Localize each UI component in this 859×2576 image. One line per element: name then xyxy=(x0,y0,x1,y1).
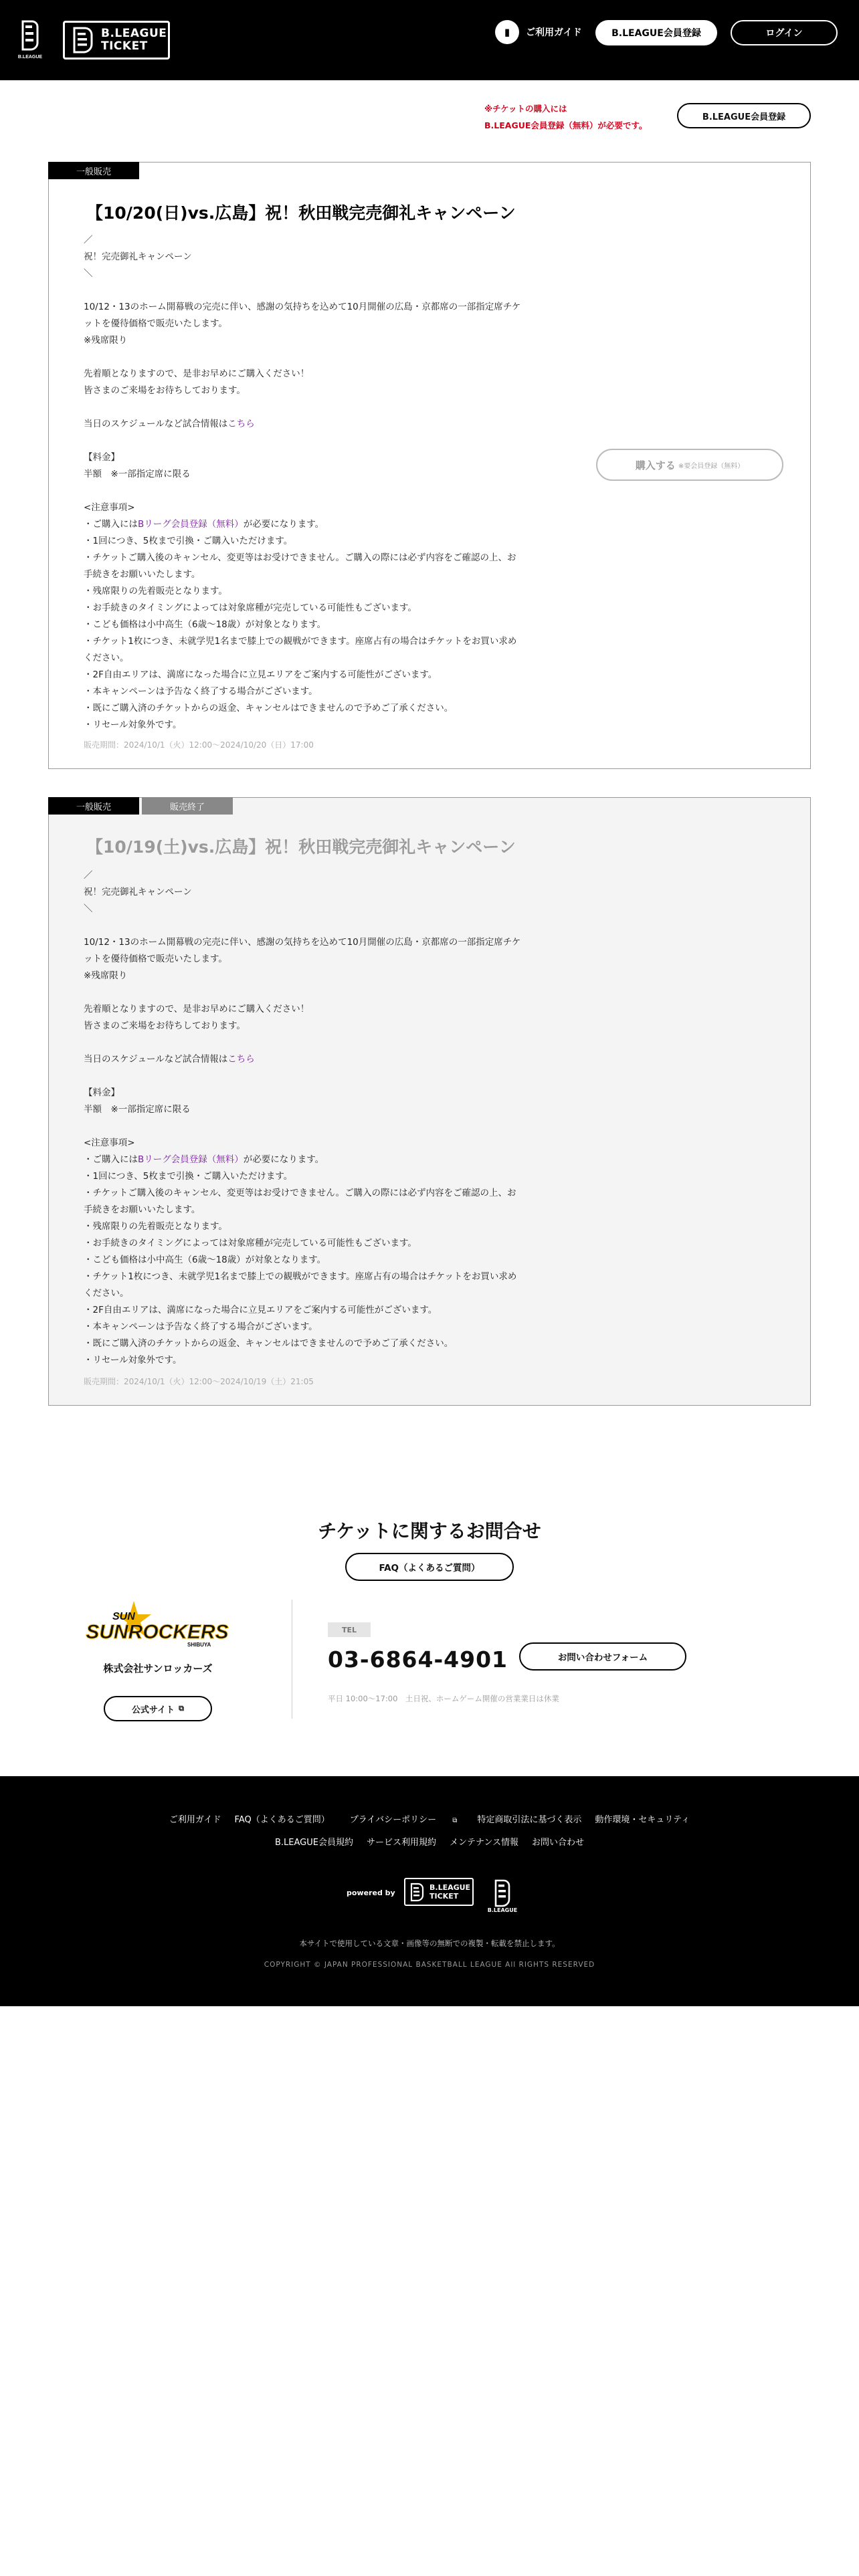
description-text: 10/12・13のホーム開幕戦の完売に伴い、感謝の気持ちを込めて10月開催の広島・京都席の一部指定席チケ xyxy=(84,937,521,948)
ticket-logo-line1: B.LEAGUE xyxy=(101,27,167,40)
description-line xyxy=(84,1302,592,1319)
guide-icon: ▮ xyxy=(495,20,519,44)
description-text: <注意事項> xyxy=(84,502,135,513)
blank-line xyxy=(84,399,592,416)
schedule-link[interactable]: こちら xyxy=(227,1054,255,1065)
external-link-icon: ⧉ xyxy=(179,1704,184,1713)
description-text: ・ご購入には xyxy=(84,519,138,530)
blank-line xyxy=(84,1035,592,1051)
login-button[interactable]: ログイン xyxy=(731,20,838,45)
description-line xyxy=(84,1202,592,1218)
description-text: ・リセール対象外です。 xyxy=(84,1355,182,1366)
description-text: ・残席限りの先着販売となります。 xyxy=(84,1221,227,1232)
description-line xyxy=(84,901,592,918)
register-button[interactable]: B.LEAGUE会員登録 xyxy=(595,20,717,45)
description-line xyxy=(84,667,592,683)
description-line xyxy=(84,1051,592,1068)
site-footer xyxy=(0,1776,859,2006)
external-link-icon: ⧉ xyxy=(452,1817,458,1824)
campaign-description xyxy=(84,867,592,1369)
description-text: ・2F自由エリアは、満席になった場合に立見エリアをご案内する可能性がございます。 xyxy=(84,1305,438,1315)
team-logo-sub: SHIBUYA xyxy=(187,1642,211,1648)
description-line xyxy=(84,650,592,667)
description-line xyxy=(84,617,592,633)
official-site-button[interactable] xyxy=(104,1696,212,1721)
description-text: ・1回につき、5枚まで引換・ご購入いただけます。 xyxy=(84,1171,293,1182)
description-line xyxy=(84,449,592,466)
description-line xyxy=(84,1001,592,1018)
copyright-notice: 本サイトで使用している文章・画像等の無断での複製・転載を禁止します。 xyxy=(299,1939,560,1948)
footer-bleague-text: B.LEAGUE xyxy=(487,1907,518,1913)
description-line xyxy=(84,416,592,433)
description-line xyxy=(84,1252,592,1269)
guide-link[interactable] xyxy=(495,20,582,44)
description-line xyxy=(84,299,592,316)
description-text: ・お手続きのタイミングによっては対象席種が完売している可能性もございます。 xyxy=(84,1238,417,1249)
description-line xyxy=(84,550,592,566)
campaign-card xyxy=(48,797,811,1406)
description-text: 【料金】 xyxy=(84,452,120,463)
footer-link-environment[interactable]: 動作環境・セキュリティ xyxy=(595,1815,690,1825)
contact-title: チケットに関するお問合せ xyxy=(318,1520,541,1542)
description-line xyxy=(84,884,592,901)
description-line xyxy=(84,1352,592,1369)
bleague-mark-icon xyxy=(409,1883,425,1901)
footer-link-maintenance[interactable]: メンテナンス情報 xyxy=(450,1838,518,1848)
description-text: ・チケット1枚につき、未就学児1名まで膝上での観戦ができます。座席占有の場合はチケットをお買い求め xyxy=(84,636,517,647)
description-line xyxy=(84,1085,592,1101)
blank-line xyxy=(84,918,592,934)
description-line xyxy=(84,934,592,951)
campaign-title: 【10/19(土)vs.広島】祝！秋田戦完売御礼キャンペーン xyxy=(86,837,516,857)
blank-line xyxy=(84,1068,592,1085)
footer-link-service-terms[interactable]: サービス利用規約 xyxy=(366,1838,436,1848)
bleague-logo-text: B.LEAGUE xyxy=(17,55,43,60)
buy-button-label: 購入する xyxy=(635,459,676,471)
description-text: ットを優待価格で販売いたします。 xyxy=(84,954,227,964)
footer-ticket-line2: TICKET xyxy=(430,1892,459,1901)
description-text: 手続きをお願いいたします。 xyxy=(84,1204,201,1215)
description-text: が必要になります。 xyxy=(243,519,324,530)
description-line xyxy=(84,383,592,399)
sale-type-tag: 一般販売 xyxy=(48,162,139,179)
description-line xyxy=(84,1018,592,1035)
description-text: ください。 xyxy=(84,1288,129,1299)
blank-line xyxy=(84,483,592,500)
description-text: ・1回につき、5枚まで引換・ご購入いただけます。 xyxy=(84,536,293,546)
sale-type-tag: 一般販売 xyxy=(48,797,139,815)
footer-link-privacy[interactable] xyxy=(343,1812,464,1825)
description-line xyxy=(84,1269,592,1285)
purchase-notice-line1: ※チケットの購入には xyxy=(484,104,567,114)
description-line xyxy=(84,633,592,650)
official-site-label: 公式サイト xyxy=(132,1705,175,1715)
description-text: 手続きをお願いいたします。 xyxy=(84,569,201,580)
description-text: 当日のスケジュールなど試合情報は xyxy=(84,1054,228,1065)
description-line xyxy=(84,1152,592,1168)
footer-ticket-line1: B.LEAGUE xyxy=(430,1883,471,1892)
contact-form-button[interactable]: お問い合わせフォーム xyxy=(519,1642,686,1671)
blank-line xyxy=(84,282,592,299)
description-text: ・チケット1枚につき、未就学児1名まで膝上での観戦ができます。座席占有の場合はチケットをお買い求め xyxy=(84,1271,517,1282)
description-text: 半額 ※一部指定席に限る xyxy=(84,469,191,479)
svg-text:SUN: SUN xyxy=(112,1611,135,1622)
description-line xyxy=(84,533,592,550)
description-text: 祝！完売御礼キャンペーン xyxy=(84,251,192,262)
footer-ticket-logo[interactable] xyxy=(404,1878,474,1906)
description-text: 皆さまのご来場をお待ちしております。 xyxy=(84,385,246,396)
description-line xyxy=(84,968,592,984)
sunrockers-logo xyxy=(86,1600,229,1648)
footer-link-tokushoho[interactable]: 特定商取引法に基づく表示 xyxy=(477,1815,582,1825)
campaign-card xyxy=(48,162,811,769)
bleague-logo[interactable] xyxy=(19,20,41,60)
schedule-link[interactable]: こちら xyxy=(227,419,255,429)
faq-button[interactable]: FAQ（よくあるご質問） xyxy=(345,1553,514,1581)
description-text: ／ xyxy=(84,235,93,245)
description-text: ・本キャンペーンは予告なく終了する場合がございます。 xyxy=(84,1321,318,1332)
description-text: ットを優待価格で販売いたします。 xyxy=(84,318,227,329)
description-text: ＼ xyxy=(84,268,93,279)
description-line xyxy=(84,1135,592,1152)
buy-button[interactable] xyxy=(596,449,783,481)
blank-line xyxy=(84,349,592,366)
tel-number[interactable]: 03-6864-4901 xyxy=(328,1646,508,1673)
description-text: ・本キャンペーンは予告なく終了する場合がございます。 xyxy=(84,686,318,697)
description-line xyxy=(84,265,592,282)
description-text: ・こども価格は小中高生（6歳〜18歳）が対象となります。 xyxy=(84,619,326,630)
footer-link-member-terms[interactable]: B.LEAGUE会員規約 xyxy=(275,1838,353,1848)
campaign-title: 【10/20(日)vs.広島】祝！秋田戦完売御礼キャンペーン xyxy=(86,203,516,223)
description-text: ・チケットご購入後のキャンセル、変更等はお受けできません。ご購入の際には必ず内容をご確認の上、お xyxy=(84,552,516,563)
description-text: ※残席限り xyxy=(84,335,128,346)
purchase-notice-line2: B.LEAGUE会員登録（無料）が必要です。 xyxy=(484,120,648,130)
description-text: ＼ xyxy=(84,903,93,914)
member-register-link[interactable]: Bリーグ会員登録（無料） xyxy=(138,519,244,530)
guide-label: ご利用ガイド xyxy=(526,27,582,38)
powered-by-label: powered by xyxy=(347,1889,395,1897)
blank-line xyxy=(84,1118,592,1135)
member-register-link[interactable]: Bリーグ会員登録（無料） xyxy=(138,1154,244,1165)
description-text: が必要になります。 xyxy=(243,1154,324,1165)
description-line xyxy=(84,1235,592,1252)
description-line xyxy=(84,1335,592,1352)
support-hours: 平日 10:00〜17:00 土日祝、ホームゲーム開催の営業業日は休業 xyxy=(328,1694,559,1703)
description-text: 祝！完売御礼キャンペーン xyxy=(84,887,192,897)
description-line xyxy=(84,1185,592,1202)
company-name: 株式会社サンロッカーズ xyxy=(103,1662,213,1675)
blank-line xyxy=(84,433,592,449)
description-text: 先着順となりますので、是非お早めにご購入ください！ xyxy=(84,368,310,379)
footer-link-guide[interactable]: ご利用ガイド xyxy=(169,1815,221,1825)
blank-line xyxy=(84,984,592,1001)
description-line xyxy=(84,566,592,583)
footer-link-faq[interactable]: FAQ（よくあるご質問） xyxy=(234,1815,330,1825)
footer-links-row2 xyxy=(0,1835,859,1848)
description-text: ・既にご購入済のチケットからの返金、キャンセルはできませんので予めご了承ください。 xyxy=(84,703,454,714)
description-line xyxy=(84,700,592,717)
description-line xyxy=(84,249,592,265)
description-line xyxy=(84,332,592,349)
description-text: ・残席限りの先着販売となります。 xyxy=(84,586,227,597)
footer-link-contact[interactable]: お問い合わせ xyxy=(531,1838,584,1848)
description-text: 半額 ※一部指定席に限る xyxy=(84,1104,191,1115)
description-line xyxy=(84,500,592,516)
description-text: 10/12・13のホーム開幕戦の完売に伴い、感謝の気持ちを込めて10月開催の広島・京都席の一部指定席チケ xyxy=(84,302,521,312)
team-logo-text: SUNROCKERS xyxy=(86,1621,229,1643)
description-line xyxy=(84,232,592,249)
buy-button-sublabel: ※要会員登録（無料） xyxy=(678,462,745,470)
description-text: ・チケットご購入後のキャンセル、変更等はお受けできません。ご購入の際には必ず内容をご確認の上、お xyxy=(84,1188,516,1198)
description-line xyxy=(84,1285,592,1302)
description-text: 先着順となりますので、是非お早めにご購入ください！ xyxy=(84,1004,310,1014)
description-line xyxy=(84,683,592,700)
footer-link-privacy-label: プライバシーポリシー xyxy=(349,1815,437,1825)
description-line xyxy=(84,316,592,332)
description-line xyxy=(84,1218,592,1235)
ticket-logo-line2: TICKET xyxy=(101,39,148,53)
description-line xyxy=(84,600,592,617)
sale-period: 販売期間：2024/10/1（火）12:00〜2024/10/20（日）17:00 xyxy=(84,740,314,750)
description-text: ・ご購入には xyxy=(84,1154,138,1165)
description-line xyxy=(84,466,592,483)
description-text: ・既にご購入済のチケットからの返金、キャンセルはできませんので予めご了承ください。 xyxy=(84,1338,454,1349)
campaign-description xyxy=(84,232,592,734)
description-text: ・お手続きのタイミングによっては対象席種が完売している可能性もございます。 xyxy=(84,603,417,613)
description-line xyxy=(84,1101,592,1118)
bleague-ticket-logo[interactable] xyxy=(63,21,170,60)
description-line xyxy=(84,583,592,600)
description-text: ・こども価格は小中高生（6歳〜18歳）が対象となります。 xyxy=(84,1255,326,1265)
description-text: ・2F自由エリアは、満席になった場合に立見エリアをご案内する可能性がございます。 xyxy=(84,669,438,680)
description-line xyxy=(84,366,592,383)
sale-period: 販売期間：2024/10/1（火）12:00〜2024/10/19（土）21:05 xyxy=(84,1377,314,1386)
tel-label: TEL xyxy=(328,1622,371,1637)
description-text: ・リセール対象外です。 xyxy=(84,720,182,730)
purchase-notice xyxy=(484,100,647,134)
description-line xyxy=(84,951,592,968)
bleague-mark-icon xyxy=(72,27,96,53)
description-text: ／ xyxy=(84,870,93,881)
description-line xyxy=(84,717,592,734)
description-line xyxy=(84,867,592,884)
description-text: ※残席限り xyxy=(84,970,128,981)
description-text: <注意事項> xyxy=(84,1138,135,1148)
description-text: 【料金】 xyxy=(84,1087,120,1098)
description-line xyxy=(84,1319,592,1335)
description-text: ください。 xyxy=(84,653,129,663)
copyright: COPYRIGHT © JAPAN PROFESSIONAL BASKETBALL LEAGUE All RIGHTS RESERVED xyxy=(264,1961,595,1969)
site-header xyxy=(0,0,859,80)
footer-links-row1 xyxy=(0,1812,859,1825)
description-text: 当日のスケジュールなど試合情報は xyxy=(84,419,228,429)
notice-register-button[interactable]: B.LEAGUE会員登録 xyxy=(677,103,811,128)
description-text: 皆さまのご来場をお待ちしております。 xyxy=(84,1021,246,1031)
description-line xyxy=(84,516,592,533)
description-line xyxy=(84,1168,592,1185)
sale-ended-tag: 販売終了 xyxy=(142,797,233,815)
